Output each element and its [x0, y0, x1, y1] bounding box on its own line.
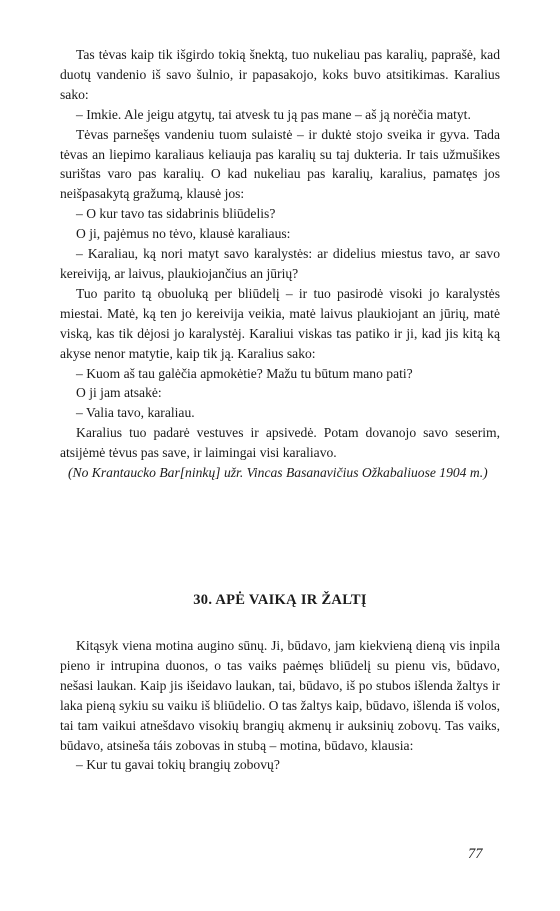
- paragraph: O ji, pajėmus no tėvo, klausė karaliaus:: [76, 226, 291, 242]
- story-heading: 30. APĖ VAIKĄ IR ŽALTĮ: [193, 592, 367, 608]
- paragraph: Karalius tuo padarė vestuves ir apsivedė. Potam dovanojo savo seserim, atsijėmė tėvus pas save, ir laimingai visi karaliavo.: [60, 425, 500, 461]
- story-text: [60, 636, 500, 775]
- dialogue-line: – Kuom aš tau galėčia apmokėtie? Mažu tu būtum mano pati?: [76, 365, 413, 381]
- source-citation: (No Krantaucko Bar[ninkų] užr. Vincas Basanavičius Ožkabaliuose 1904 m.): [68, 465, 488, 481]
- story-continuation: [60, 45, 500, 483]
- dialogue-line: – Karaliau, ką nori matyt savo karalystės: ar didelius miestus tavo, ar savo kereiviją, ar laivus, plaukiojančius an jūrių?: [60, 246, 500, 281]
- page-number: 77: [468, 846, 483, 862]
- dialogue-line: – Kur tu gavai tokių brangių zobovų?: [76, 757, 280, 773]
- paragraph: Tuo parito tą obuoluką per bliūdelį – ir tuo pasirodė visoki jo karalystės miestai. Matė, ką ten jo kereivija veikia, matė laivus plaukiojant an jūrių, matė viską, kas tik dėjosi jo karalystėj. Karaliui viskas tas patiko ir ji, kad jis kitą ką akyse nenor matytie, kaip tik ją. Karalius sako:: [60, 285, 500, 361]
- paragraph: Kitąsyk viena motina augino sūnų. Ji, būdavo, jam kiekvieną dieną vis inpila pieno ir intrupina duonos, o tas vaiks paėmęs bliūdelį su pienu vis, būdavo, nešasi laukan. Kaip jis išeidavo laukan, tai, būdavo, iš po stubos išlenda žaltys ir laka pieną sykiu su vaiku iš bliūdelio. O tas žaltys kaip, būdavo, išlenda iš volos, tai tam vaikui atnešdavo visokių brangių akmenų ir auksinių zobovų. Tas vaiks, būdavo, atsineša táis zobovas in stubą – motina, būdavo, klausia:: [60, 638, 500, 753]
- paragraph: Tas tėvas kaip tik išgirdo tokią šnektą, tuo nukeliau pas karalių, paprašė, kad duotų vandenio iš savo šulnio, ir papasakojo, koks buvo atsitikimas. Karalius sako:: [60, 47, 500, 102]
- dialogue-line: – Valia tavo, karaliau.: [76, 405, 195, 421]
- dialogue-line: – O kur tavo tas sidabrinis bliūdelis?: [76, 206, 276, 222]
- dialogue-line: – Imkie. Ale jeigu atgytų, tai atvesk tu ją pas mane – aš ją norėčia matyt.: [76, 106, 471, 122]
- paragraph: O ji jam atsakė:: [76, 385, 162, 401]
- paragraph: Tėvas parnešęs vandeniu tuom sulaistė – ir duktė stojo sveika ir gyva. Tada tėvas an liepimo karaliaus keliauja pas karalių su taj dukteria. Ir tais užmušikes surištas varo pas karalių. O kad nukeliau pas karalių, karalius, pamatęs jos neišpasakytą gražumą, klausė jos:: [60, 126, 500, 202]
